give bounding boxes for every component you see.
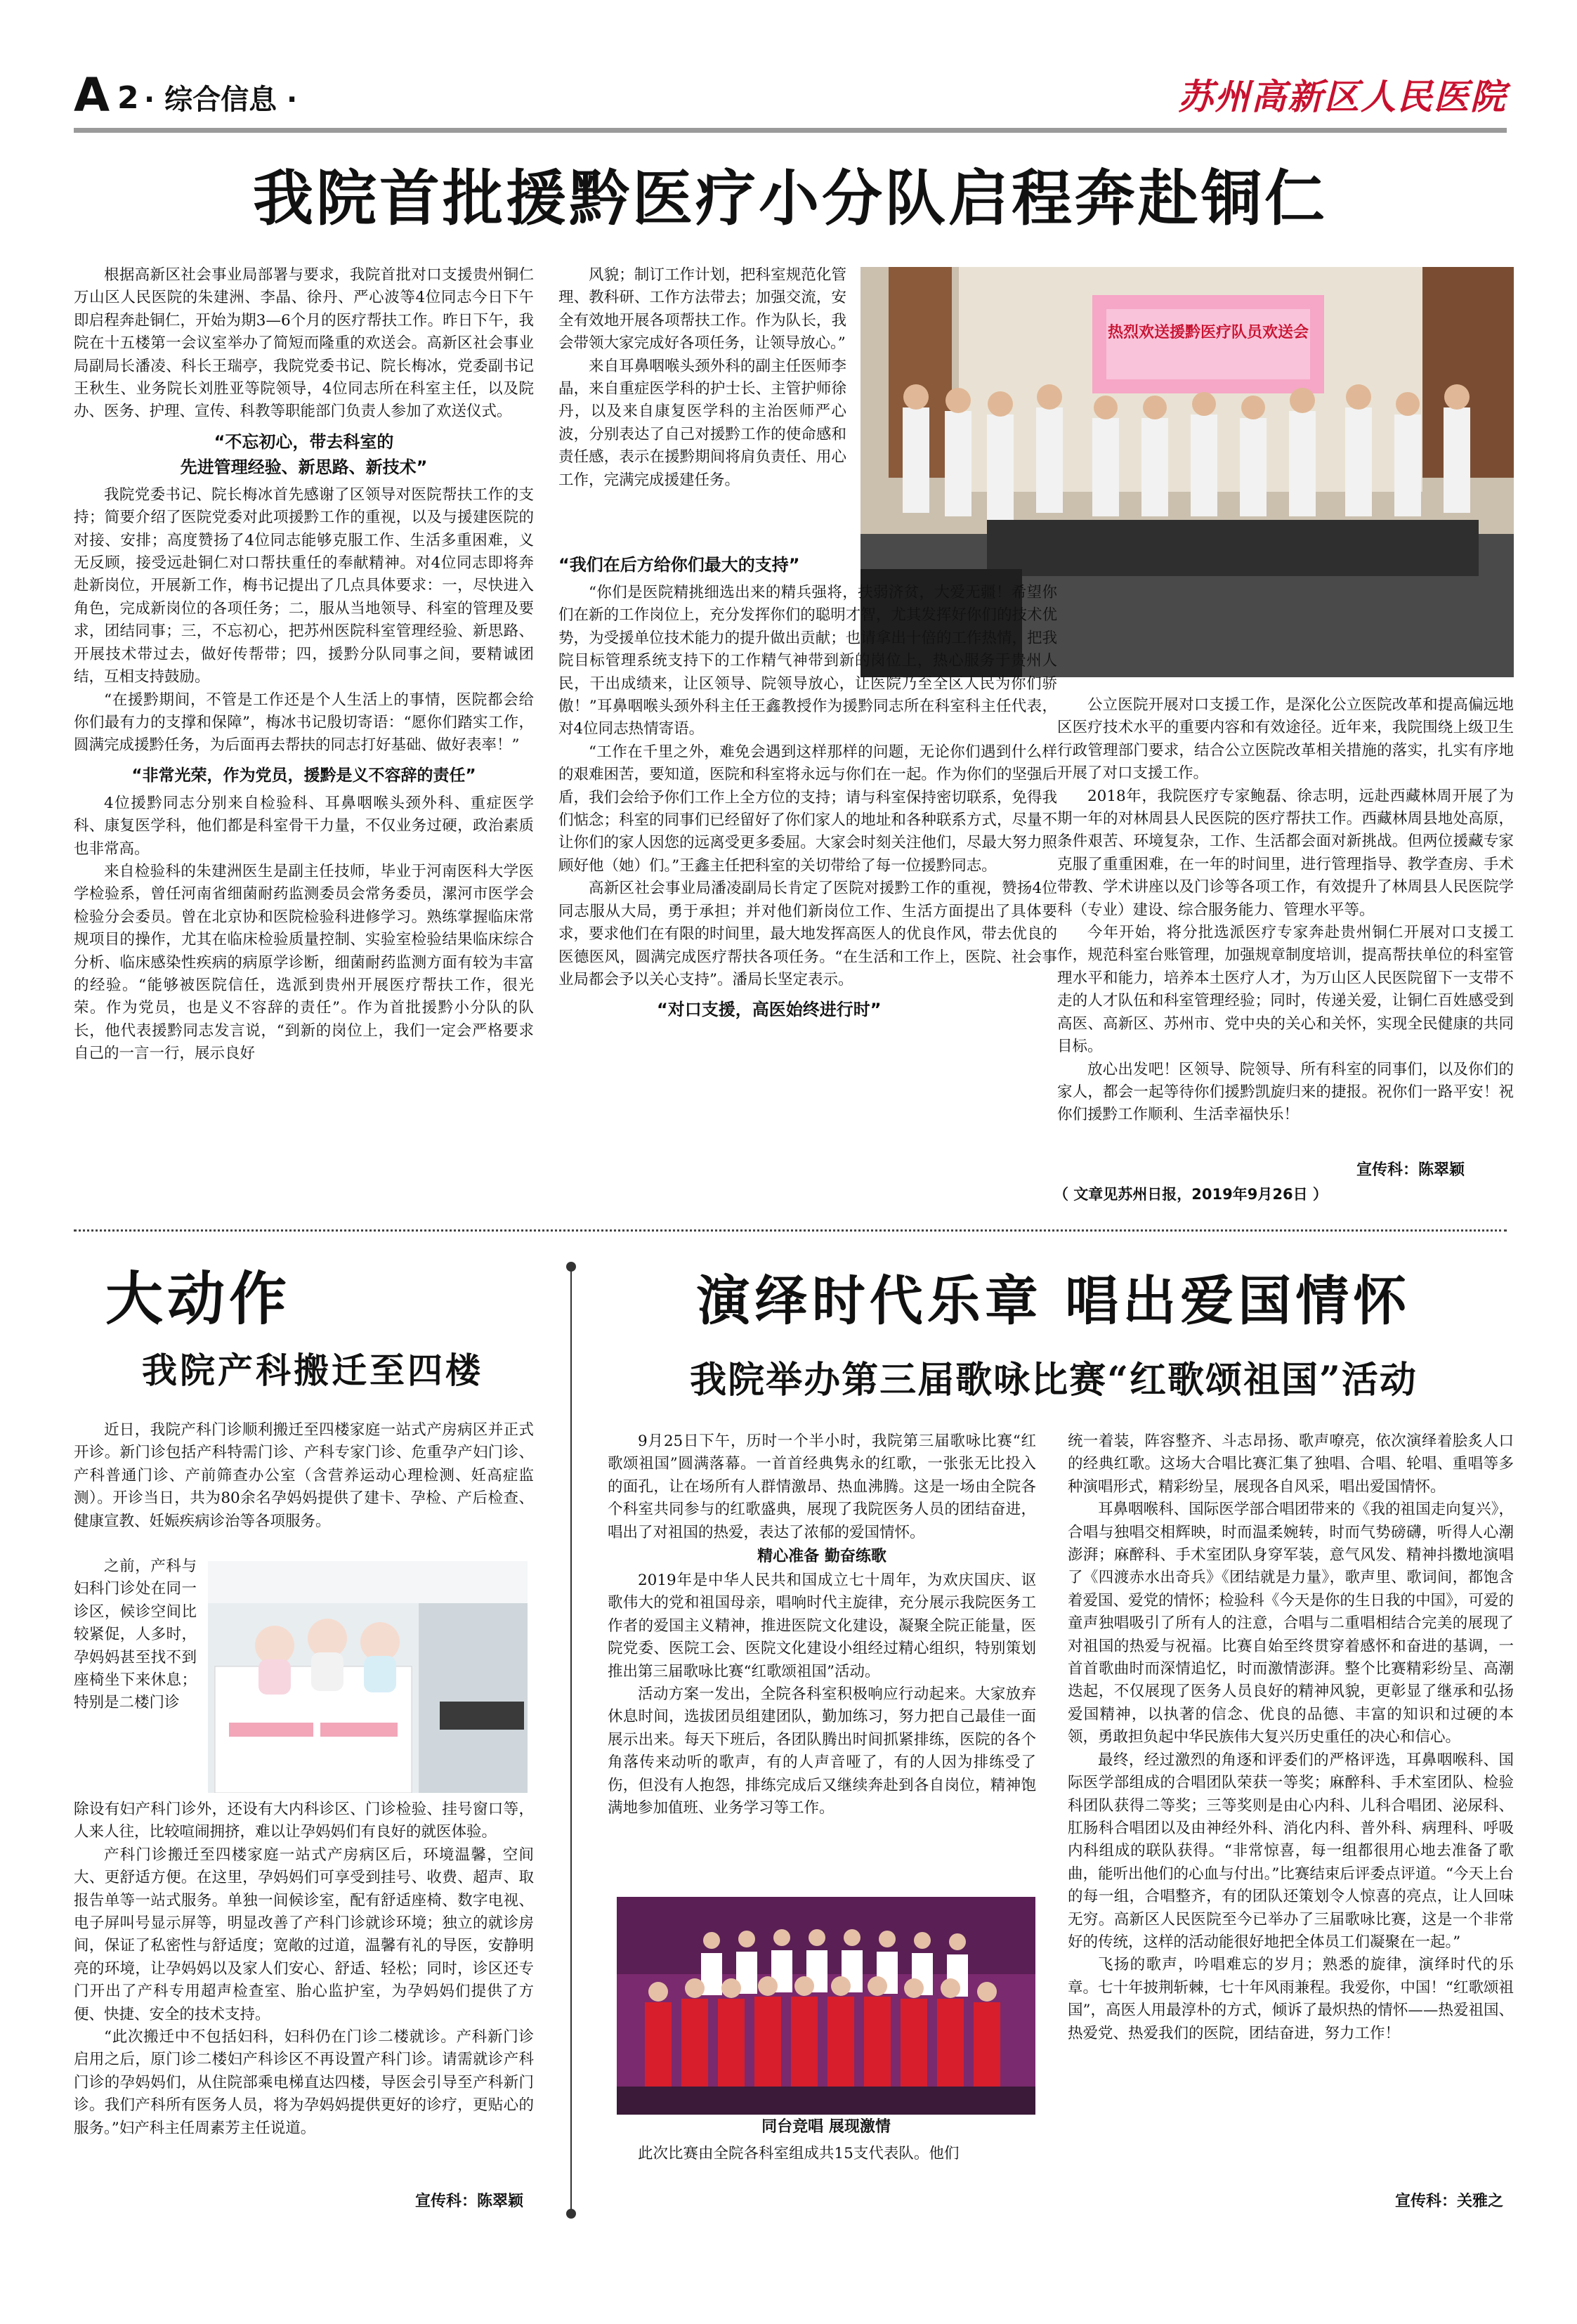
article1-column-2-bottom — [558, 547, 1057, 1210]
subheading: “非常光荣，作为党员，援黔是义不容辞的责任” — [131, 766, 476, 785]
section-name: · 综合信息 · — [144, 84, 298, 116]
article3-column-1 — [608, 1430, 1036, 1894]
subheading: “我们在后方给你们最大的支持” — [558, 555, 800, 575]
paragraph: 根据高新区社会事业局部署与要求，我院首批对口支援贵州铜仁万山区人民医院的朱建洲、李晶、徐丹、严心波等4位同志今日下午即启程奔赴铜仁，开始为期3—6个月的医疗帮扶工作。昨日下午，我院在十五楼第一会议室举办了简短而隆重的欢送会。高新区社会事业局副局长潘凌、科长王瑞亭，我院党委书记、院长梅冰，党委副书记王秋生、业务院长刘胜亚等院领导，4位同志所在科室主任，以及院办、医务、护理、宣传、科教等职能部门负责人参加了欢送仪式。 — [74, 266, 534, 421]
article2-intro — [74, 1419, 534, 1533]
page-header — [74, 70, 1507, 128]
paragraph: 之前，产科与妇科门诊处在同一诊区，候诊空间比较紧促，人多时，孕妈妈甚至找不到座椅坐下来休息；特别是二楼门诊 — [74, 1558, 197, 1712]
paragraph: “你们是医院精挑细选出来的精兵强将，扶弱济贫，大爱无疆！希望你们在新的工作岗位上，充分发挥你们的聪明才智，尤其发挥好你们的技术优势，为受援单位技术能力的提升做出贡献；也请拿出十倍的工作热情，把我院目标管理系统支持下的工作精气神带到新的岗位上，热心服务于贵州人民，干出成绩来，让区领导、院领导放心，让医院乃至全区人民为你们骄傲！”耳鼻咽喉头颈外科主任王鑫教授作为援黔同志所在科室科主任代表，对4位同志热情寄语。 — [558, 584, 1057, 738]
article2-wrap-text — [74, 1555, 197, 1794]
paragraph: 今年开始，将分批选派医疗专家奔赴贵州铜仁开展对口支援工作，规范科室台账管理，加强规章制度培训，提高帮扶单位的科室管理水平和能力，培养本土医疗人才，为万山区人民医院留下一支带不走的人才队伍和科室管理经验；同时，传递关爱，让铜仁百姓感受到高医、高新区、苏州市、党中央的关心和关怀，实现全民健康的共同目标。 — [1057, 924, 1514, 1056]
paragraph: 统一着装，阵容整齐、斗志昂扬、歌声嘹亮，依次演绎着脍炙人口的经典红歌。这场大合唱比赛汇集了独唱、合唱、轮唱、重唱等多种演唱形式，精彩纷呈，展现各自风采，唱出爱国情怀。 — [1068, 1432, 1514, 1496]
article2-body — [74, 1799, 534, 2213]
paragraph: 飞扬的歌声，吟唱难忘的岁月；熟悉的旋律，演绎时代的乐章。七十年披荆斩棘，七十年风雨兼程。我爱你，中国！“红歌颂祖国”，高医人用最淳朴的方式，倾诉了最炽热的情怀——热爱祖国、热爱党、热爱我们的医院，团结奋进，努力工作！ — [1068, 1956, 1514, 2042]
paragraph: 9月25日下午，历时一个半小时，我院第三届歌咏比赛“红歌颂祖国”圆满落幕。一首首经典隽永的红歌，一张张无比投入的面孔，让在场所有人群情激昂、热血沸腾。这是一场由全院各个科室共同参与的红歌盛典，展现了我院医务人员的团结奋进，唱出了对祖国的热爱，表达了浓郁的爱国情怀。 — [608, 1432, 1036, 1541]
article3-title: 演绎时代乐章 唱出爱国情怀 — [696, 1269, 1411, 1332]
photo-illustration — [208, 1561, 528, 1793]
subheading: “不忘初心，带去科室的 先进管理经验、新思路、新技术” — [180, 431, 428, 477]
paragraph: 近日，我院产科门诊顺利搬迁至四楼家庭一站式产房病区并正式开诊。新门诊包括产科特需门诊、产科专家门诊、危重孕产妇门诊、产科普通门诊、产前筛查办公室（含营养运动心理检测、妊高症监测）。开诊当日，共为80余名孕妈妈提供了建卡、孕检、产后检查、健康宣教、妊娠疾病诊治等各项服务。 — [74, 1421, 534, 1530]
paragraph: 活动方案一发出，全院各科室积极响应行动起来。大家放弃休息时间，选拔团员组建团队，勤加练习，努力把自己最佳一面展示出来。每天下班后，各团队腾出时间抓紧排练，医院的各个角落传来动听的歌声，有的人声音哑了，有的人因为排练受了伤，但没有人抱怨，排练完成后又继续奔赴到各自岗位，精神饱满地参加值班、业务学习等工作。 — [608, 1685, 1036, 1817]
article3-subtitle: 我院举办第三届歌咏比赛“红歌颂祖国”活动 — [690, 1359, 1418, 1402]
article1-column-1 — [74, 264, 534, 1206]
paragraph: 风貌；制订工作计划，把科室规范化管理、教科研、工作方法带去；加强交流，安全有效地开展各项帮扶工作。作为队长，我会带领大家完成好各项任务，让领导放心。” — [558, 266, 846, 353]
paragraph: 产科门诊搬迁至四楼家庭一站式产房病区后，环境温馨，空间大、更舒适方便。在这里，孕妈妈们可享受到挂号、收费、超声、取报告单等一站式服务。单独一间候诊室，配有舒适座椅、数字电视、电子屏叫号显示屏等，明显改善了产科门诊就诊环境；独立的就诊房间，保证了私密性与舒适度；宽敞的过道，温馨有礼的导医，安静明亮的环境，让孕妈妈以及家人们安心、舒适、轻松；同时，诊区还专门开出了产科专用超声检查室、胎心监护室，为孕妈妈们提供了方便、快捷、安全的技术支持。 — [74, 1846, 534, 2023]
paragraph: 来自耳鼻咽喉头颈外科的副主任医师李晶，来自重症医学科的护士长、主管护师徐丹，以及来自康复医学科的主治医师严心波，分别表达了自己对援黔工作的使命感和责任感，表示在援黔期间将肩负责任、用心工作，完满完成援建任务。 — [558, 357, 846, 489]
choir-performance-photo — [617, 1897, 1035, 2115]
photo-banner-text: 热烈欢送援黔医疗队员欢送会 — [1107, 324, 1309, 341]
paragraph: 2018年，我院医疗专家鲍磊、徐志明，远赴西藏林周开展了为期一年的对林周县人民医院的医疗帮扶工作。西藏林周县地处高原，条件艰苦、环境复杂，工作、生活都会面对新挑战。但两位援藏专家克服了重重困难，在一年的时间里，进行管理指导、教学查房、手术带教、学术讲座以及门诊等各项工作，有效提升了林周县人民医院学科（专业）建设、综合服务能力、管理水平等。 — [1057, 787, 1514, 919]
subheading: 精心准备 勤奋练歌 — [757, 1548, 886, 1566]
paragraph: 公立医院开展对口支援工作，是深化公立医院改革和提高偏远地区医疗技术水平的重要内容和有效途径。近年来，我院围绕上级卫生行政管理部门要求，结合公立医院改革相关措施的落实，扎实有序地开展了对口支援工作。 — [1057, 696, 1514, 783]
paragraph: “工作在千里之外，难免会遇到这样那样的问题，无论你们遇到什么样的艰难困苦，要知道，医院和科室将永远与你们在一起。作为你们的坚强后盾，我们会给予你们工作上全方位的支持；请与科室保持密切联系，免得我们惦念；科室的同事们已经留好了你们家人的地址和各种联系方式，尽量不让你们的家人因您的远离受更多委屈。大家会时刻关注他们，尽最大努力照顾好他（她）们。”王鑫主任把科室的关切带给了每一位援黔同志。 — [558, 743, 1057, 875]
dotted-separator — [74, 1229, 1507, 1232]
header-rule — [74, 128, 1507, 133]
paragraph: 耳鼻咽喉科、国际医学部合唱团带来的《我的祖国走向复兴》，合唱与独唱交相辉映，时而温柔婉转，时而气势磅礴，听得人心潮澎湃；麻醉科、手术室团队身穿军装，意气风发、精神抖擞地演唱了《四渡赤水出奇兵》《团结就是力量》，歌声里、歌词间，都饱含着爱国、爱党的情怀；检验科《今天是你的生日我的中国》，可爱的童声独唱吸引了所有人的注意，合唱与二重唱相结合完美的展现了对祖国的热爱与祝福。比赛自始至终贯穿着感怀和奋进的基调，一首首歌曲时而深情追忆，时而激情澎湃。整个比赛精彩纷呈、高潮迭起，不仅展现了医务人员良好的精神风貌，更彰显了继承和弘扬爱国精神，以执著的信念、优良的品德、丰富的知识和过硬的本领，勇敢担负起中华民族伟大复兴历史重任的决心和信心。 — [1068, 1501, 1514, 1747]
article2-title: 大动作 — [105, 1266, 292, 1333]
paragraph: 高新区社会事业局潘凌副局长肯定了医院对援黔工作的重视，赞扬4位同志服从大局，勇于承担；并对他们新岗位工作、生活方面提出了具体要求，要求他们在有限的时间里，最大地发挥高医人的优良作风，带去优良的医德医风，圆满完成医疗帮扶各项任务。“在生活和工作上，医院、社会事业局都会予以关心支持”。潘局长坚定表示。 — [558, 880, 1057, 988]
article1-column-3 — [1057, 694, 1514, 1186]
paragraph: 除设有妇产科门诊外，还设有大内科诊区、门诊检验、挂号窗口等，人来人往，比较喧闹拥挤，难以让孕妈妈们有良好的就医体验。 — [74, 1801, 534, 1841]
page-number: 2 — [117, 80, 139, 116]
paragraph: 我院党委书记、院长梅冰首先感谢了区领导对医院帮扶工作的支持；简要介绍了医院党委对此项援黔工作的重视，以及与援建医院的对接、安排；高度赞扬了4位同志能够克服工作、生活多重困难，义无反顾，接受远赴铜仁对口帮扶重任的奉献精神。对4位同志即将奔赴新岗位，开展新工作，梅书记提出了几点具体要求：一，尽快进入角色，完成新岗位的各项任务；二，服从当地领导、科室的管理及要求，团结同事；三，不忘初心，把苏州医院科室管理经验、新思路、开展技术带过去，做好传帮带；四，援黔分队同事之间，要精诚团结，互相支持鼓励。 — [74, 485, 534, 686]
article3-column-1-tail — [608, 2143, 1036, 2165]
newspaper-name: 苏州高新区人民医院 — [1178, 76, 1507, 117]
paragraph: 放心出发吧！区领导、院领导、所有科室的同事们，以及你们的家人，都会一起等待你们援黔凯旋归来的捷报。祝你们一路平安！祝你们援黔工作顺利、生活幸福快乐！ — [1057, 1060, 1514, 1124]
article2-subtitle: 我院产科搬迁至四楼 — [142, 1350, 483, 1391]
article3-column-2 — [1068, 1430, 1514, 2182]
article1-column-2-top — [558, 264, 846, 544]
paragraph: 来自检验科的朱建洲医生是副主任技师，毕业于河南医科大学医学检验系，曾任河南省细菌耐药监测委员会常务委员，漯河市医学会检验分会委员。曾在北京协和医院检验科进修学习。熟练掌握临床常规项目的操作，尤其在临床检验质量控制、实验室检验结果临床综合分析、临床感染性疾病的病原学诊断，细菌耐药监测方面有较为丰富的经验。“能够被医院信任，选派到贵州开展医疗帮扶工作，很光荣。作为党员，也是义不容辞的责任”。作为首批援黔小分队的队长，他代表援黔同志发言说，“到新的岗位上，我们一定会严格要求自己的一言一行，展示良好 — [74, 862, 534, 1063]
article2-signature: 宣传科：陈翠颖 — [414, 2193, 523, 2210]
paragraph: 此次比赛由全院各科室组成共15支代表队。他们 — [638, 2145, 960, 2162]
photo-illustration — [617, 1897, 1035, 2115]
page-letter: A — [74, 68, 110, 122]
paragraph: “此次搬迁中不包括妇科，妇科仍在门诊二楼就诊。产科新门诊启用之后，原门诊二楼妇产科诊区不再设置产科门诊。请需就诊产科门诊的孕妈妈们，从住院部乘电梯直达四楼，导医会引导至产科新门诊。我们产科所有医务人员，将为孕妈妈提供更好的诊疗，更贴心的服务。”妇产科主任周素芳主任说道。 — [74, 2028, 534, 2137]
subheading: “对口支援，高医始终进行时” — [657, 1000, 882, 1020]
paragraph: 2019年是中华人民共和国成立七十周年，为欢庆国庆、讴歌伟大的党和祖国母亲，唱响时代主旋律，充分展示我院医务工作者的爱国主义精神，推进医院文化建设，凝聚全院正能量，医院党委、医院工会、医院文化建设小组经过精心组织，特别策划推出第三届歌咏比赛“红歌颂祖国”活动。 — [608, 1572, 1036, 1680]
obstetrics-clinic-photo — [208, 1561, 528, 1793]
paragraph: 4位援黔同志分别来自检验科、耳鼻咽喉头颈外科、重症医学科、康复医学科，他们都是科室骨干力量，不仅业务过硬，政治素质也非常高。 — [74, 794, 534, 858]
choir-photo-caption: 同台竞唱 展现激情 — [761, 2118, 891, 2136]
divider-dot-bottom — [566, 2209, 576, 2219]
vertical-divider — [570, 1265, 572, 2213]
article1-title: 我院首批援黔医疗小分队启程奔赴铜仁 — [253, 164, 1328, 234]
article1-signature: 宣传科：陈翠颖 — [1356, 1161, 1465, 1179]
paragraph: 最终，经过激烈的角逐和评委们的严格评选，耳鼻咽喉科、国际医学部组成的合唱团队荣获一等奖；麻醉科、手术室团队、检验科团队获得二等奖；三等奖则是由心内科、儿科合唱团、泌尿科、肛肠科合唱团以及由神经外科、消化内科、普外科、病理科、呼吸内科组成的联队获得。“非常惊喜，每一组都很用心地去准备了歌曲，能听出他们的心血与付出。”比赛结束后评委点评道。“今天上台的每一组，合唱整齐，有的团队还策划令人惊喜的亮点，让人回味无穷。高新区人民医院至今已举办了三届歌咏比赛，这是一个非常好的传统，这样的活动能很好地把全体员工们凝聚在一起。” — [1068, 1751, 1514, 1951]
paragraph: “在援黔期间，不管是工作还是个人生活上的事情，医院都会给你们最有力的支撑和保障”，梅冰书记殷切寄语：“愿你们踏实工作，圆满完成援黔任务，为后面再去帮扶的同志打好基础、做好表率！” — [74, 691, 534, 755]
article1-source: （ 文章见苏州日报，2019年9月26日 ） — [1054, 1186, 1328, 1203]
article3-signature: 宣传科：关雅之 — [1394, 2193, 1503, 2210]
divider-dot-top — [566, 1262, 576, 1272]
